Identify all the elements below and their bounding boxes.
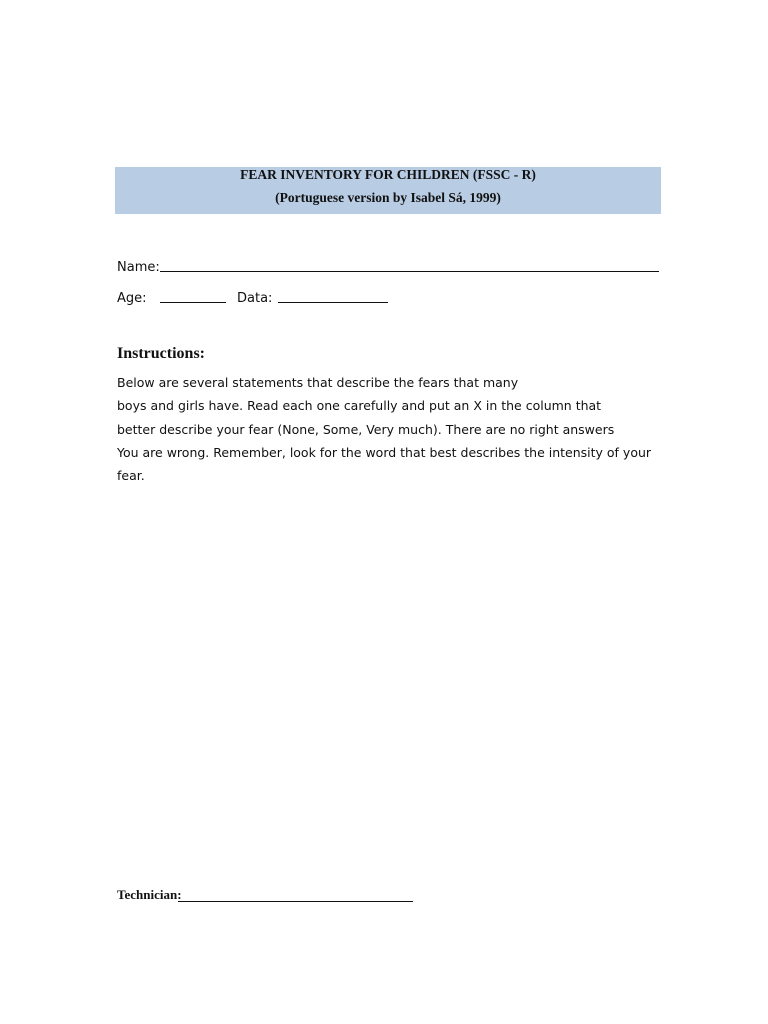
instructions-line: fear. <box>117 468 145 483</box>
date-label: Data: <box>237 291 273 306</box>
instructions-heading: Instructions: <box>117 345 206 362</box>
technician-label: Technician: <box>117 887 182 902</box>
name-label: Name: <box>117 260 160 275</box>
instructions-line: boys and girls have. Read each one carefully and put an X in the column that <box>117 398 602 413</box>
instructions-line: better describe your fear (None, Some, Very much). There are no right answers <box>117 422 615 437</box>
document-title: FEAR INVENTORY FOR CHILDREN (FSSC - R) <box>240 167 536 182</box>
name-field[interactable] <box>160 271 659 272</box>
technician-field[interactable] <box>178 901 413 902</box>
date-field[interactable] <box>278 302 388 303</box>
title-banner <box>115 167 661 214</box>
age-field[interactable] <box>160 302 226 303</box>
instructions-line: You are wrong. Remember, look for the word that best describes the intensity of your <box>117 445 652 460</box>
instructions-line: Below are several statements that describe the fears that many <box>117 375 519 390</box>
age-label: Age: <box>117 291 147 306</box>
document-subtitle: (Portuguese version by Isabel Sá, 1999) <box>275 190 501 205</box>
